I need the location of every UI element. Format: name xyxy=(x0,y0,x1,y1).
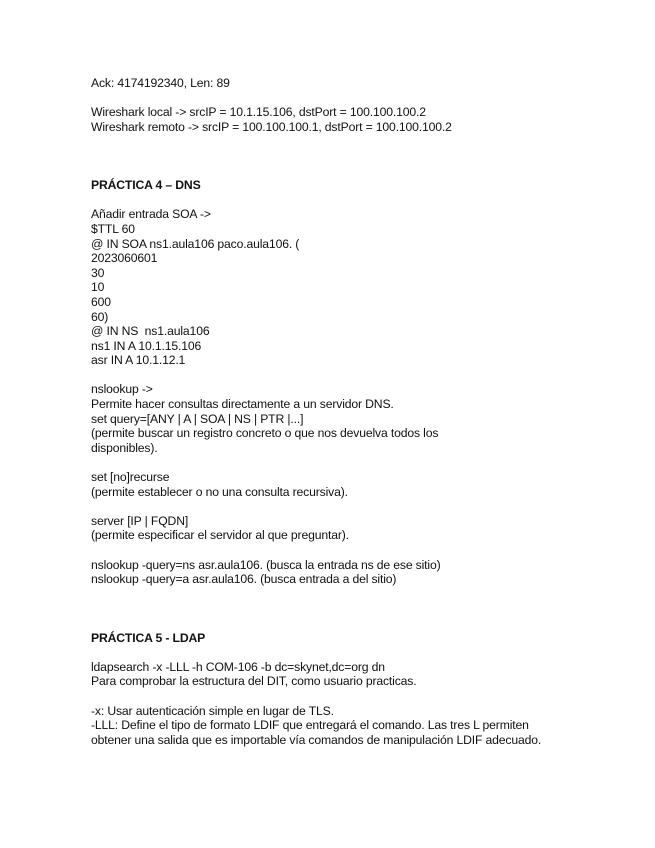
option-lll: -LLL: Define el tipo de formato LDIF que entregará el comando. Las tres L permiten obtener una salida que es importable vía comandos de manipulación LDIF adecuado. xyxy=(91,718,542,747)
ldapsearch-command: ldapsearch -x -LLL -h COM-106 -b dc=skynet,dc=org dn xyxy=(91,659,385,674)
soa-line: $TTL 60 xyxy=(91,221,135,236)
practica5-heading: PRÁCTICA 5 - LDAP xyxy=(91,630,206,645)
spacer xyxy=(91,193,631,208)
spacer xyxy=(91,543,631,558)
set-recurse-line: set [no]recurse xyxy=(91,470,170,485)
soa-line: asr IN A 10.1.12.1 xyxy=(91,353,186,368)
wireshark-local-line: Wireshark local -> srcIP = 10.1.15.106, dstPort = 100.100.100.2 xyxy=(91,105,426,120)
section-spacer xyxy=(91,587,631,631)
spacer xyxy=(91,455,631,470)
document-page xyxy=(91,76,631,747)
soa-line: 60) xyxy=(91,309,109,324)
soa-line: 10 xyxy=(91,280,105,295)
set-recurse-desc: (permite establecer o no una consulta recursiva). xyxy=(91,484,348,499)
soa-line: ns1 IN A 10.1.15.106 xyxy=(91,338,202,353)
server-desc: (permite especificar el servidor al que preguntar). xyxy=(91,528,349,543)
spacer xyxy=(91,91,631,106)
nslookup-intro: nslookup -> xyxy=(91,382,153,397)
practica4-heading: PRÁCTICA 4 – DNS xyxy=(91,178,201,193)
spacer xyxy=(91,368,631,383)
set-query-desc: (permite buscar un registro concreto o que nos devuelva todos los disponibles). xyxy=(91,426,439,455)
nslookup-desc: Permite hacer consultas directamente a un servidor DNS. xyxy=(91,397,394,412)
soa-intro: Añadir entrada SOA -> xyxy=(91,207,211,222)
option-x: -x: Usar autenticación simple en lugar de TLS. xyxy=(91,703,334,718)
spacer xyxy=(91,645,631,660)
set-query-line: set query=[ANY | A | SOA | NS | PTR |...] xyxy=(91,411,304,426)
soa-line: 2023060601 xyxy=(91,251,158,266)
example-a-line: nslookup -query=a asr.aula106. (busca entrada a del sitio) xyxy=(91,572,397,587)
section-spacer xyxy=(91,134,631,178)
server-line: server [IP | FQDN] xyxy=(91,513,189,528)
ldapsearch-desc: Para comprobar la estructura del DIT, como usuario practicas. xyxy=(91,674,417,689)
soa-line: @ IN SOA ns1.aula106 paco.aula106. ( xyxy=(91,236,300,251)
example-ns-line: nslookup -query=ns asr.aula106. (busca la entrada ns de ese sitio) xyxy=(91,557,441,572)
soa-line: @ IN NS ns1.aula106 xyxy=(91,324,210,339)
ack-line: Ack: 4174192340, Len: 89 xyxy=(91,76,230,90)
spacer xyxy=(91,689,631,704)
soa-line: 600 xyxy=(91,294,111,309)
spacer xyxy=(91,499,631,514)
wireshark-remoto-line: Wireshark remoto -> srcIP = 100.100.100.1, dstPort = 100.100.100.2 xyxy=(91,119,452,134)
soa-line: 30 xyxy=(91,265,105,280)
